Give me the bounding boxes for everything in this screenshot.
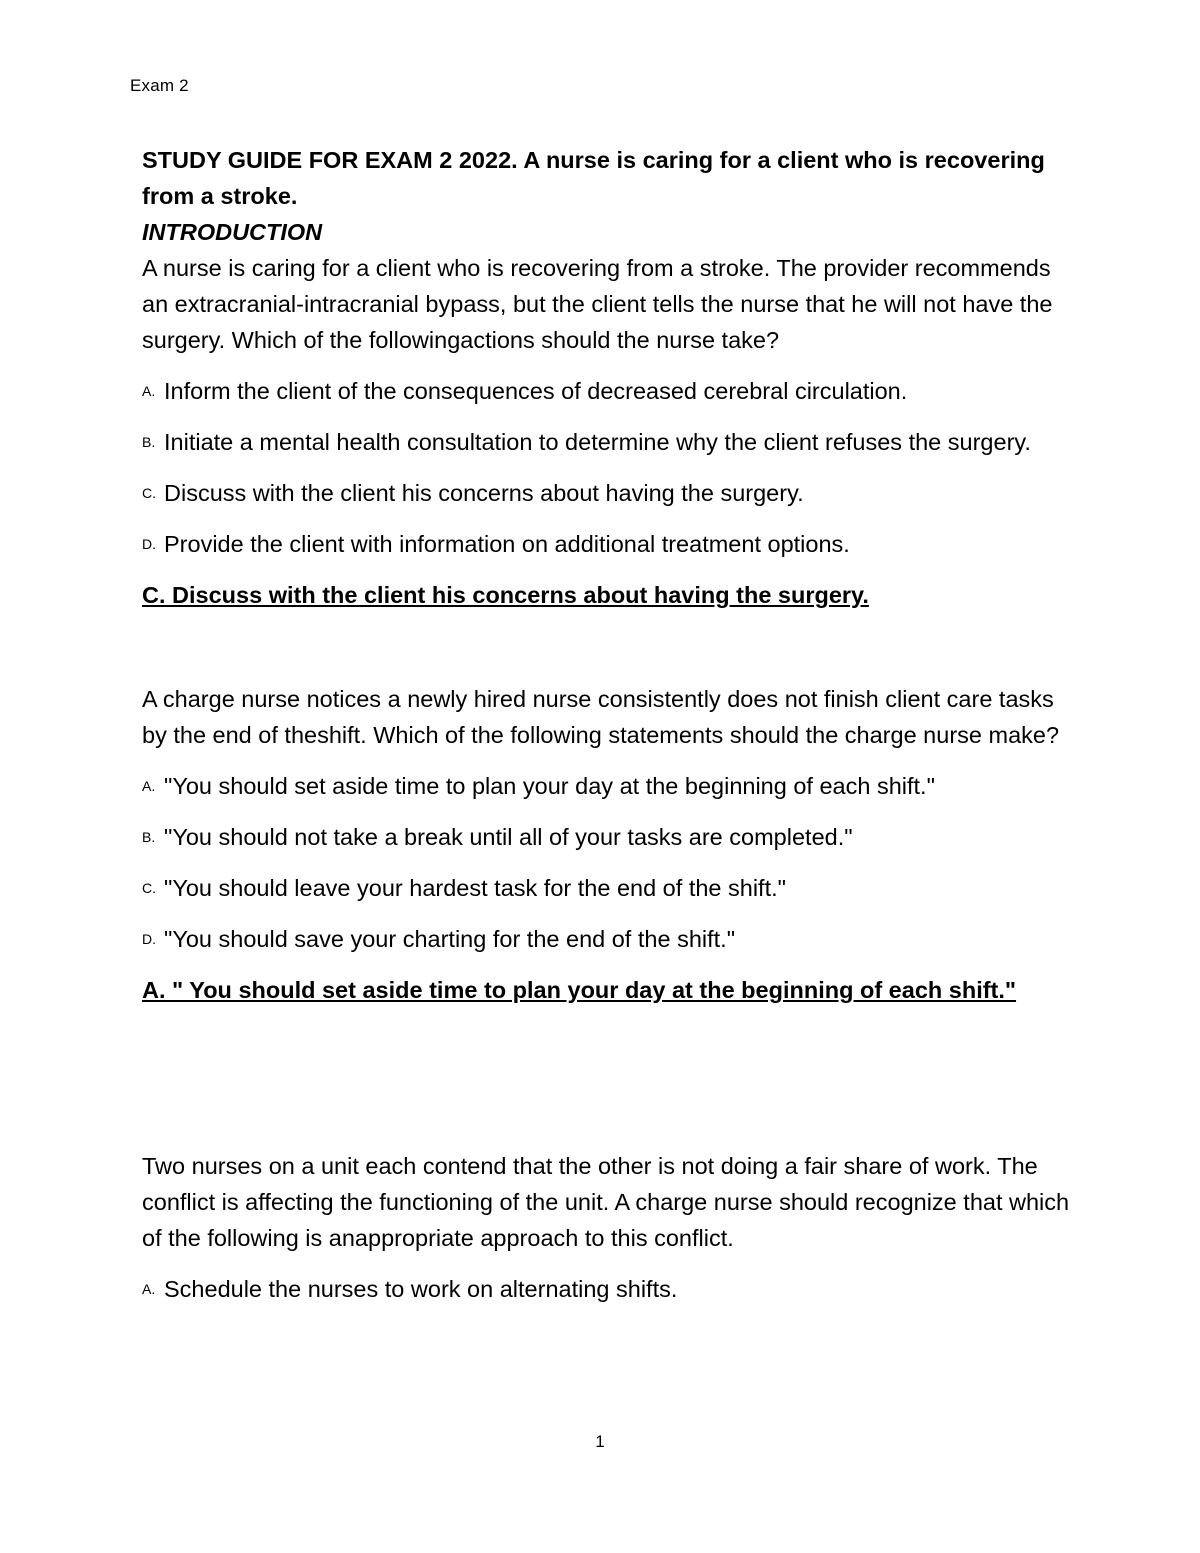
page-content (142, 142, 1072, 1307)
answer-text: A. " You should set aside time to plan your day at the beginning of each shift." (142, 977, 1017, 1003)
option-letter: B. (142, 434, 156, 450)
option-item (142, 475, 1072, 511)
question-stem: A nurse is caring for a client who is recovering from a stroke. The provider recommends an extracranial-intracranial bypass, but the client tells the nurse that he will not have the surgery. Which of the followingactions should the nurse take? (142, 255, 1053, 353)
option-text: "You should leave your hardest task for the end of the shift." (164, 875, 786, 901)
option-item (142, 921, 1072, 957)
answer-text: C. Discuss with the client his concerns about having the surgery. (142, 582, 869, 608)
option-letter: C. (142, 880, 156, 896)
option-item (142, 373, 1072, 409)
page-header: Exam 2 (130, 76, 189, 95)
question-block (142, 250, 1072, 613)
option-item (142, 870, 1072, 906)
option-letter: A. (142, 778, 156, 794)
option-text: Initiate a mental health consultation to determine why the client refuses the surgery. (164, 429, 1031, 455)
spacer (142, 1008, 1072, 1148)
option-text: "You should set aside time to plan your day at the beginning of each shift." (164, 773, 935, 799)
option-letter: A. (142, 1281, 156, 1297)
option-item (142, 1271, 1072, 1307)
option-text: Inform the client of the consequences of decreased cerebral circulation. (164, 378, 908, 404)
spacer (142, 613, 1072, 681)
question-block (142, 681, 1072, 1008)
option-text: "You should not take a break until all of your tasks are completed." (164, 824, 853, 850)
option-item (142, 526, 1072, 562)
option-text: Schedule the nurses to work on alternating shifts. (164, 1276, 678, 1302)
question-stem: Two nurses on a unit each contend that the other is not doing a fair share of work. The conflict is affecting the functioning of the unit. A charge nurse should recognize that which of the following is anappropriate approach to this conflict. (142, 1153, 1070, 1251)
option-item (142, 424, 1072, 460)
option-item (142, 819, 1072, 855)
option-list (142, 1271, 1072, 1307)
option-list (142, 768, 1072, 957)
document-title: STUDY GUIDE FOR EXAM 2 2022. A nurse is caring for a client who is recovering from a stroke. (142, 147, 1045, 209)
option-letter: B. (142, 829, 156, 845)
section-heading: INTRODUCTION (142, 219, 323, 245)
question-block (142, 1148, 1072, 1307)
option-text: "You should save your charting for the end of the shift." (164, 926, 736, 952)
option-letter: D. (142, 931, 156, 947)
option-text: Provide the client with information on additional treatment options. (164, 531, 850, 557)
option-letter: A. (142, 383, 156, 399)
option-text: Discuss with the client his concerns about having the surgery. (164, 480, 804, 506)
page-number: 1 (595, 1432, 605, 1451)
option-item (142, 768, 1072, 804)
option-letter: D. (142, 536, 156, 552)
option-letter: C. (142, 485, 156, 501)
option-list (142, 373, 1072, 562)
question-stem: A charge nurse notices a newly hired nurse consistently does not finish client care tasks by the end of theshift. Which of the following statements should the charge nurse make? (142, 686, 1060, 748)
